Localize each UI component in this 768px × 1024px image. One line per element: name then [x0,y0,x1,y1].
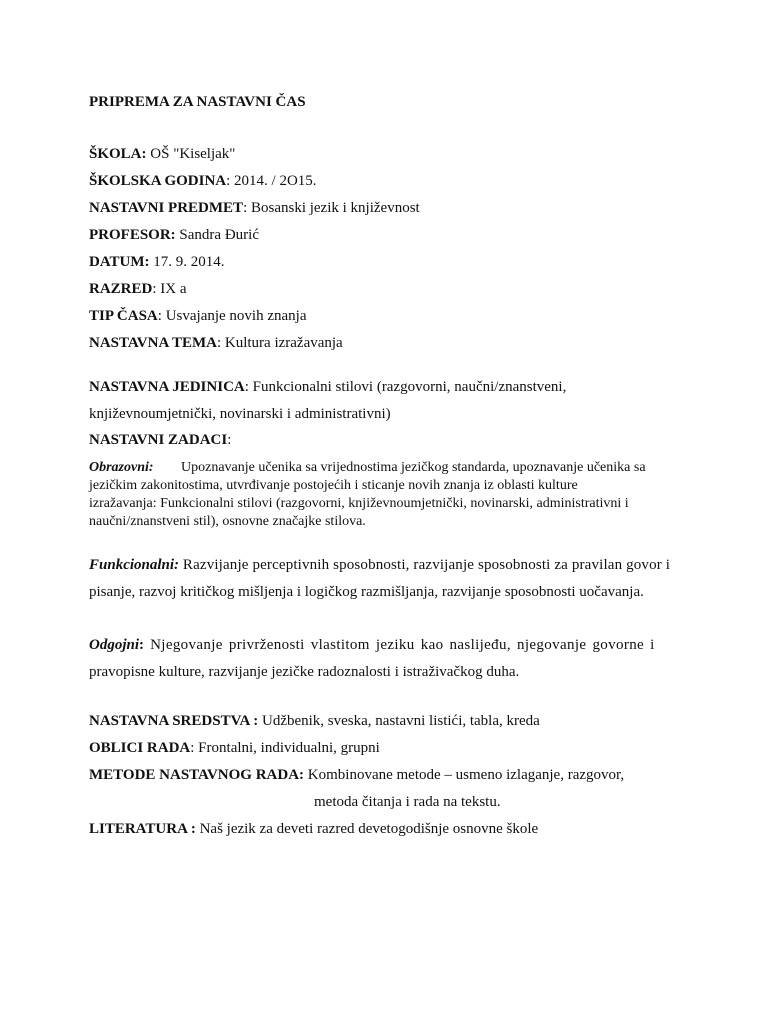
odgojni-label: Odgojni [89,637,140,653]
field-value: OŠ "Kiseljak" [146,146,236,162]
field-value: : Frontalni, individualni, grupni [190,740,380,756]
obrazovni-line-2: jezičkim zakonitostima, utvrđivanje postojećih i sticanje novih znanja iz oblasti kulture [89,478,578,493]
field-skolska-godina [89,172,317,190]
field-datum [89,253,225,271]
field-label: OBLICI RADA [89,740,191,756]
field-label: PROFESOR: [89,227,176,243]
field-label: METODE NASTAVNOG RADA: [89,767,305,783]
obrazovni-line-4: naučni/znanstveni stil), osnovne značajke stilova. [89,514,366,529]
field-nastavna-tema [89,334,343,352]
field-value: : 2014. / 2O15. [226,173,317,189]
field-oblici-rada [89,739,380,757]
field-nastavni-zadaci [89,431,231,449]
field-value: Naš jezik za deveti razred devetogodišnje osnovne škole [195,821,539,837]
field-label: ŠKOLSKA GODINA [89,173,227,189]
funkcionalni-line-2: pisanje, razvoj kritičkog mišljenja i logičkog razmišljanja, razvijanje sposobnosti uočavanja. [89,584,644,600]
field-value: : Usvajanje novih znanja [157,308,307,324]
field-value: 17. 9. 2014. [149,254,225,270]
obrazovni-line-3: izražavanja: Funkcionalni stilovi (razgovorni, književnoumjetnički, novinarski, administrativni i [89,496,629,511]
funkcionalni-text: Razvijanje perceptivnih sposobnosti, razvijanje sposobnosti za pravilan govor i [179,557,671,573]
field-value: Udžbenik, sveska, nastavni listići, tabla, kreda [258,713,540,729]
field-label: NASTAVNA JEDINICA [89,379,245,395]
field-value: : IX a [152,281,187,297]
odgojni-line-1 [89,636,655,654]
field-label: LITERATURA : [89,821,196,837]
field-label: DATUM: [89,254,150,270]
field-value: : Funkcionalni stilovi (razgovorni, naučni/znanstveni, [244,379,567,395]
funkcionalni-label: Funkcionalni: [89,557,180,573]
field-label: ŠKOLA: [89,146,147,162]
document-title: PRIPREMA ZA NASTAVNI ČAS [89,94,306,110]
field-label: NASTAVNA SREDSTVA : [89,713,259,729]
obrazovni-label: Obrazovni: [89,460,154,475]
field-value: : [227,432,232,448]
field-literatura [89,820,538,838]
field-metode [89,766,624,784]
field-razred [89,280,187,298]
field-label: RAZRED [89,281,153,297]
field-nastavna-jedinica-cont: književnoumjetnički, novinarski i administrativni) [89,406,391,422]
field-nastavna-sredstva [89,712,540,730]
odgojni-line-2: pravopisne kulture, razvijanje jezičke radoznalosti i istraživačkog duha. [89,664,520,680]
field-value: : Bosanski jezik i književnost [243,200,420,216]
field-value: Sandra Đurić [175,227,259,243]
field-nastavna-jedinica [89,378,566,396]
field-label: NASTAVNI PREDMET [89,200,244,216]
field-nastavni-predmet [89,199,420,217]
field-label: NASTAVNA TEMA [89,335,217,351]
odgojni-text: Njegovanje privrženosti vlastitom jeziku kao naslijeđu, njegovanje govorne i [144,637,655,653]
obrazovni-text: Upoznavanje učenika sa vrijednostima jezičkog standarda, upoznavanje učenika sa [181,460,646,475]
odgojni-colon: : [139,637,145,653]
field-value: Kombinovane metode – usmeno izlaganje, razgovor, [304,767,625,783]
field-skola [89,145,235,163]
field-profesor [89,226,259,244]
obrazovni-line-1 [89,459,646,476]
field-metode-cont: metoda čitanja i rada na tekstu. [314,794,501,810]
field-value: : Kultura izražavanja [216,335,343,351]
funkcionalni-line-1 [89,556,670,574]
field-label: TIP ČASA [89,308,158,324]
field-label: NASTAVNI ZADACI [89,432,228,448]
field-tip-casa [89,307,307,325]
